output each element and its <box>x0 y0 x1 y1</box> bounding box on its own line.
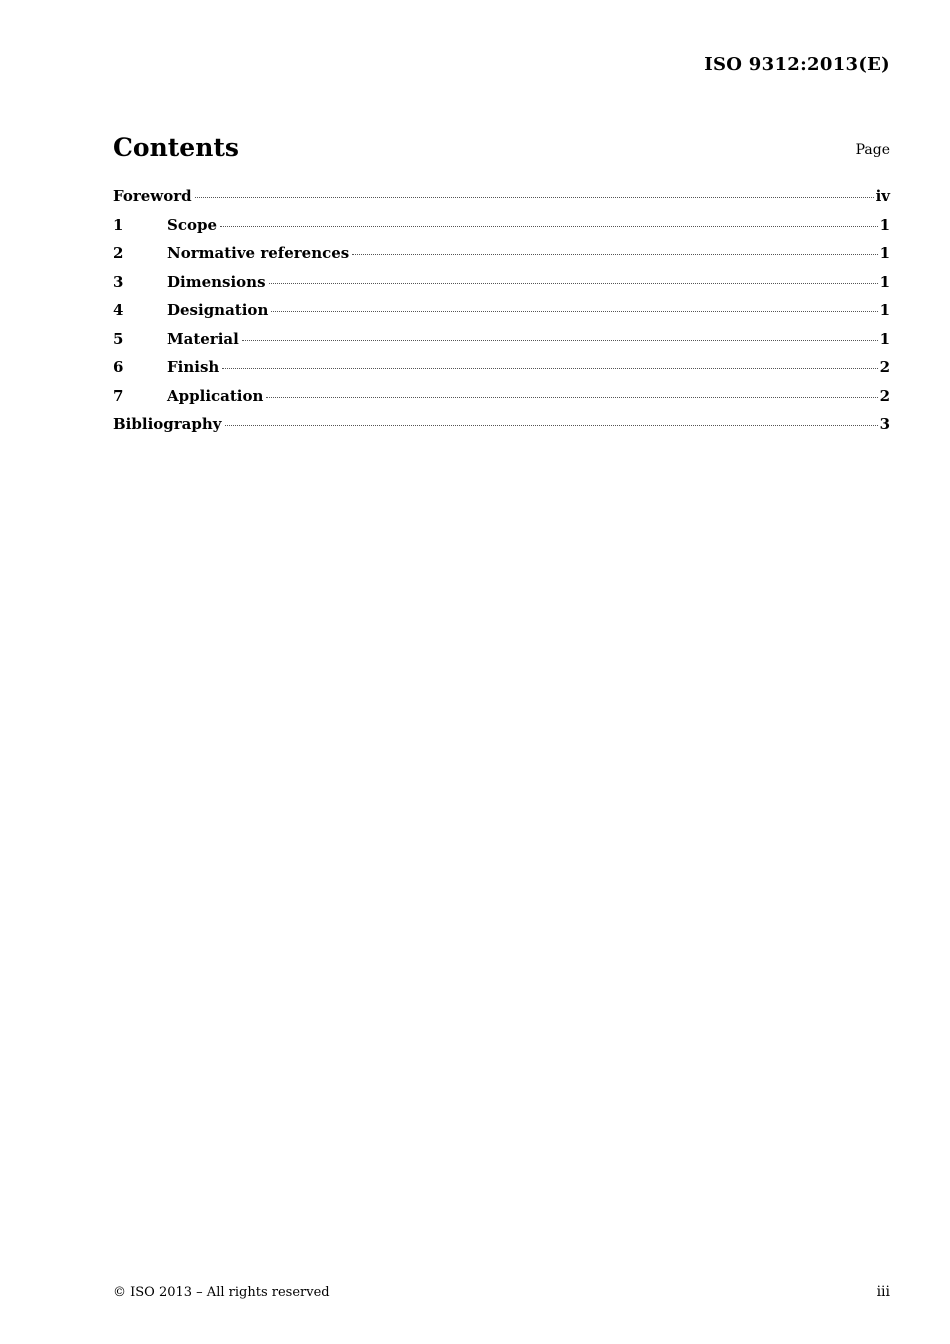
toc-entry-page: 1 <box>879 244 890 262</box>
toc-entry-number: 7 <box>113 386 124 405</box>
toc-entry-foreword[interactable] <box>113 184 890 213</box>
toc-leader-dots <box>225 425 878 426</box>
table-of-contents <box>113 184 890 441</box>
toc-leader-dots <box>271 311 877 312</box>
toc-entry-page: 2 <box>879 358 890 376</box>
toc-entry-page: 1 <box>879 272 890 291</box>
toc-entry-page: 2 <box>879 386 890 405</box>
toc-entry-finish[interactable] <box>113 355 890 384</box>
toc-entry-number: 6 <box>113 358 124 376</box>
toc-entry-title: Bibliography <box>113 415 222 433</box>
toc-entry-material[interactable] <box>113 327 890 356</box>
toc-entry-title: Finish <box>167 358 220 376</box>
toc-entry-title: Scope <box>167 215 218 234</box>
toc-leader-dots <box>220 226 878 227</box>
toc-entry-title: Application <box>167 386 264 405</box>
contents-title: Contents <box>113 133 240 162</box>
toc-leader-dots <box>266 397 877 398</box>
toc-entry-page: 3 <box>879 415 890 433</box>
toc-entry-number: 2 <box>113 244 124 262</box>
toc-entry-number: 3 <box>113 272 124 291</box>
toc-entry-page: 1 <box>879 215 890 234</box>
toc-entry-application[interactable] <box>113 384 890 413</box>
toc-entry-title: Foreword <box>113 187 192 205</box>
toc-leader-dots <box>242 340 878 341</box>
toc-leader-dots <box>195 197 874 198</box>
toc-entry-page: 1 <box>879 301 890 319</box>
page-column-label: Page <box>855 142 890 158</box>
toc-leader-dots <box>269 283 878 284</box>
toc-entry-scope[interactable] <box>113 213 890 242</box>
toc-entry-page: 1 <box>879 329 890 348</box>
toc-entry-title: Designation <box>167 301 269 319</box>
toc-entry-number: 5 <box>113 329 124 348</box>
contents-header <box>113 130 890 166</box>
toc-entry-page: iv <box>875 187 890 205</box>
toc-entry-designation[interactable] <box>113 298 890 327</box>
toc-entry-normative-references[interactable] <box>113 241 890 270</box>
footer-copyright: © ISO 2013 – All rights reserved <box>113 1285 330 1300</box>
toc-entry-number: 4 <box>113 301 124 319</box>
toc-entry-number: 1 <box>113 215 124 234</box>
document-id: ISO 9312:2013(E) <box>704 54 890 75</box>
toc-entry-title: Dimensions <box>167 272 266 291</box>
footer-page-number: iii <box>876 1284 890 1300</box>
toc-entry-bibliography[interactable] <box>113 412 890 441</box>
toc-entry-title: Material <box>167 329 239 348</box>
toc-leader-dots <box>352 254 877 255</box>
toc-entry-dimensions[interactable] <box>113 270 890 299</box>
toc-entry-title: Normative references <box>167 244 350 262</box>
toc-leader-dots <box>222 368 877 369</box>
